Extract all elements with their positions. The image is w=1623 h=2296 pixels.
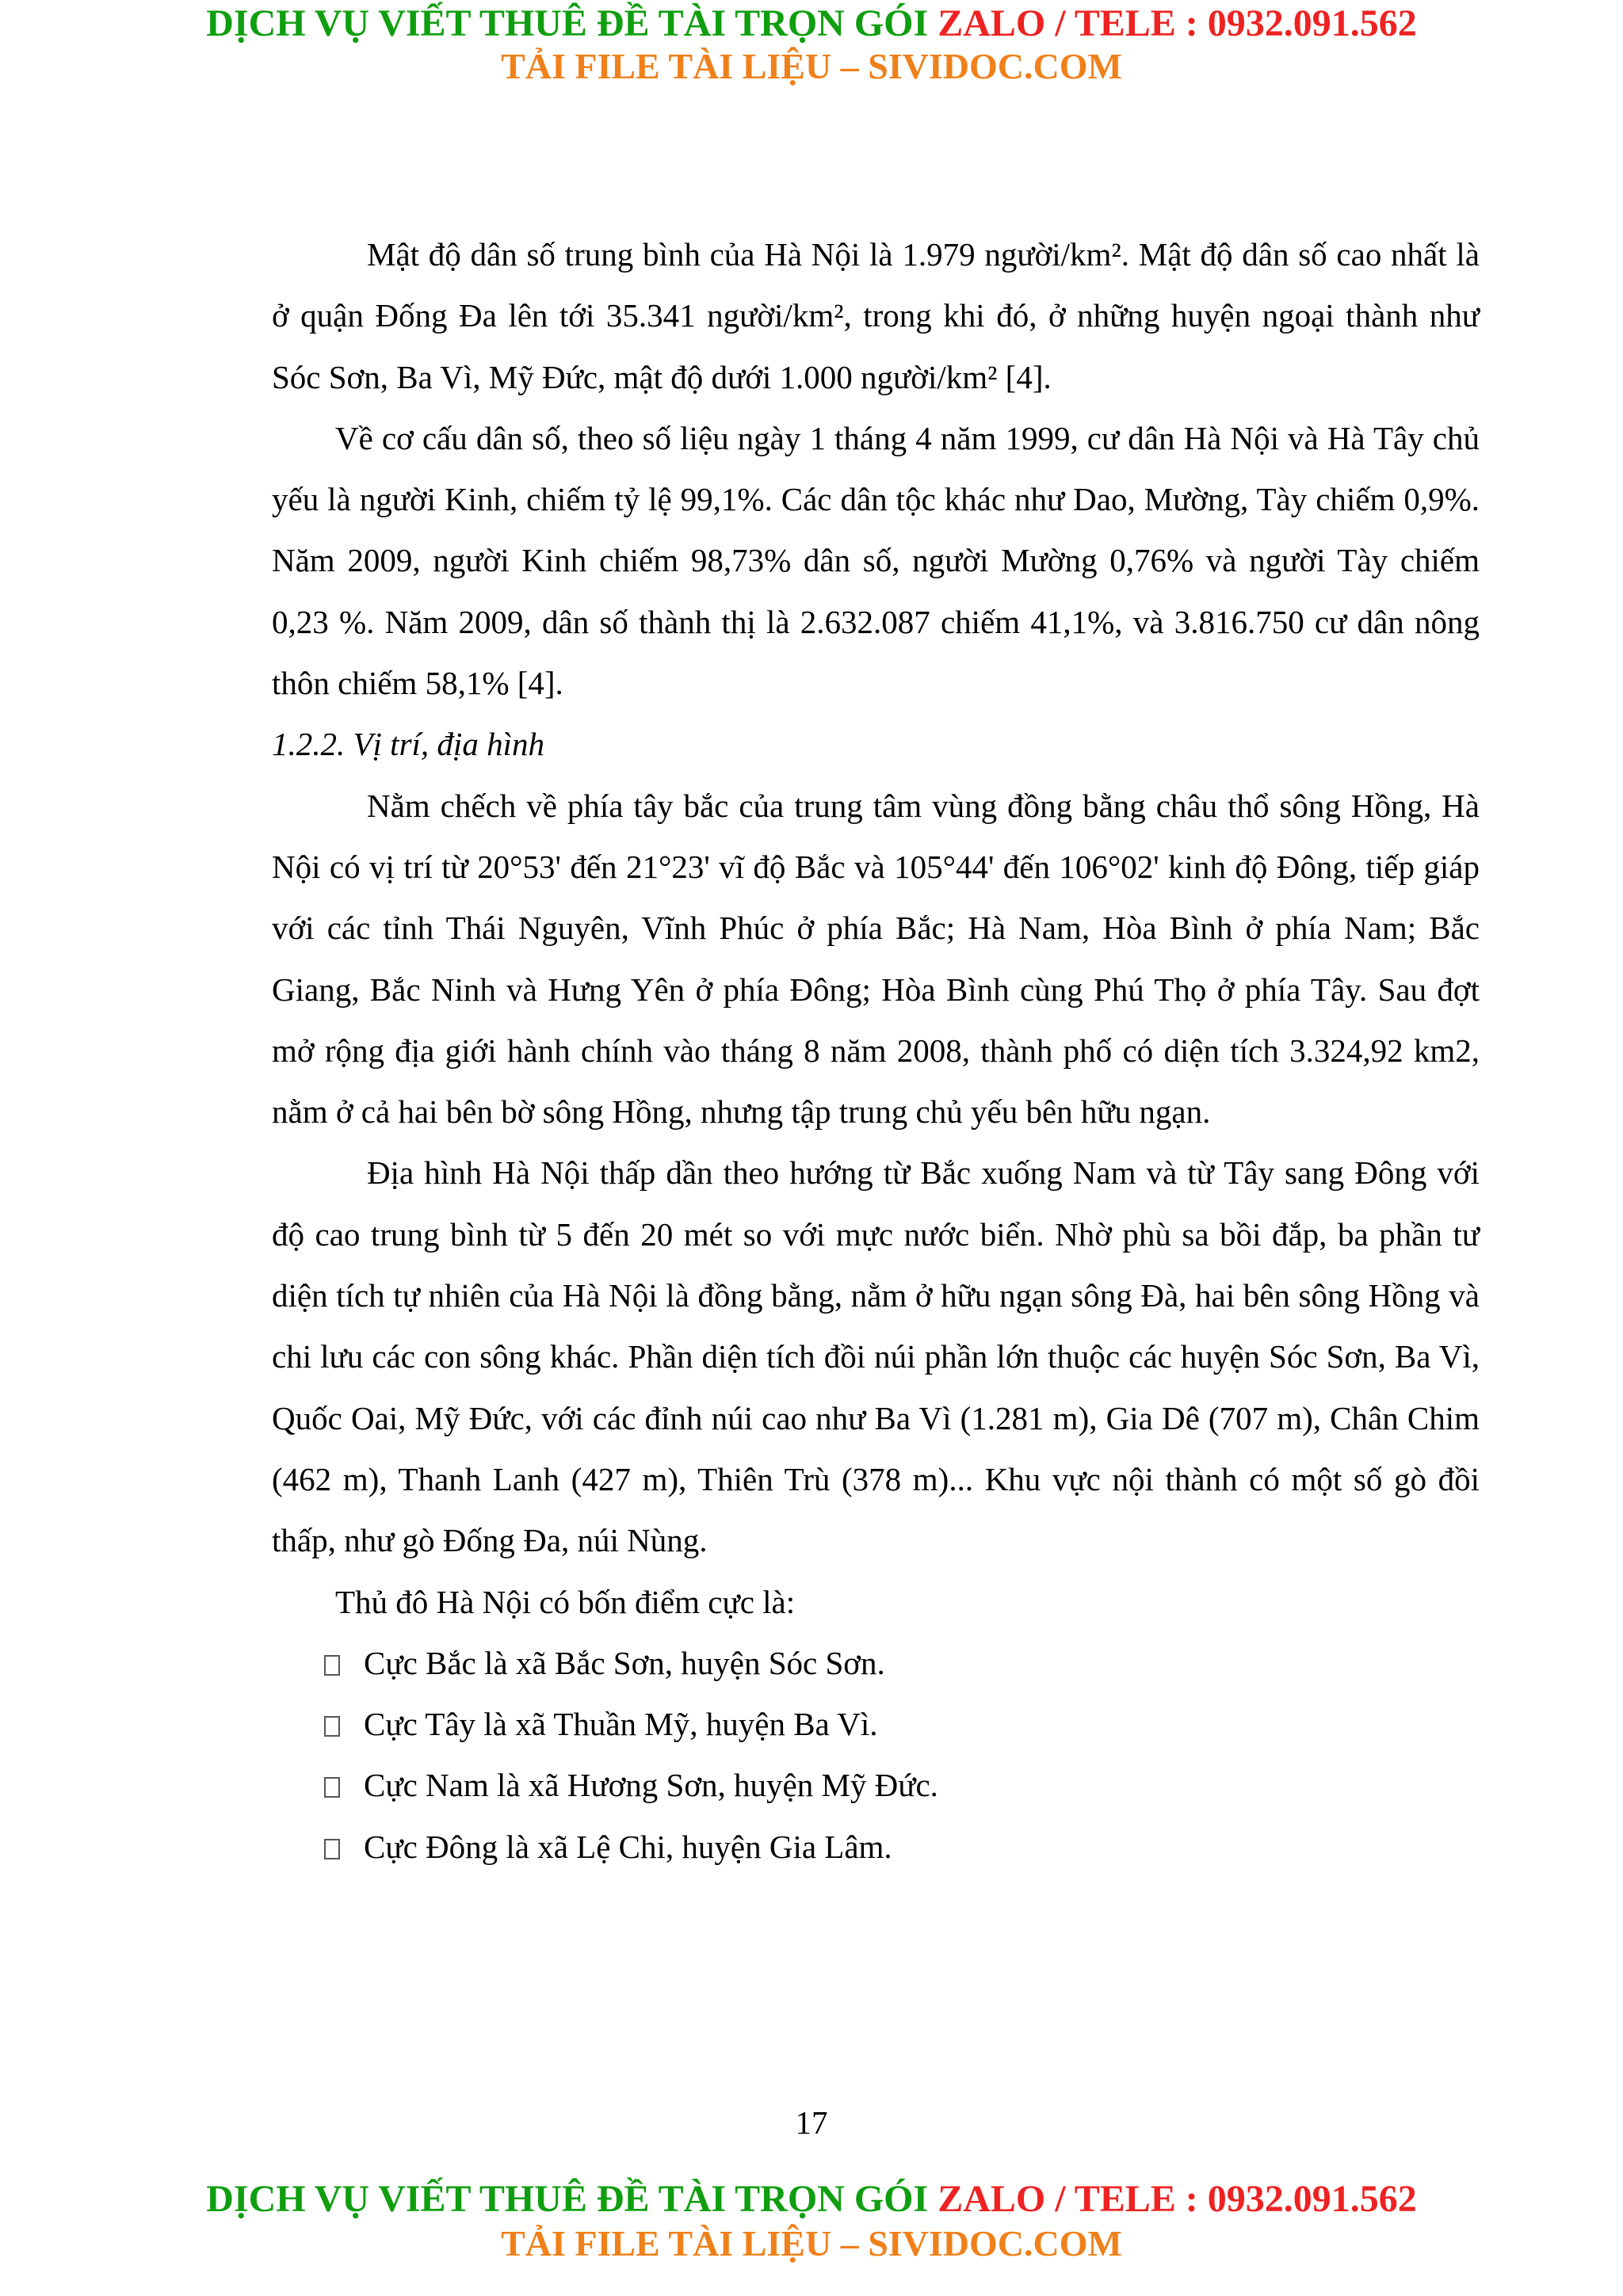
document-body	[272, 224, 1480, 1878]
footer-banner-line1	[0, 2177, 1623, 2222]
header-service-text: DỊCH VỤ VIẾT THUÊ ĐỀ TÀI TRỌN GÓI	[206, 2, 938, 44]
page-number: 17	[795, 2104, 828, 2141]
list-item	[324, 1817, 1480, 1878]
list-item-text: Cực Đông là xã Lệ Chi, huyện Gia Lâm.	[364, 1828, 892, 1865]
footer-service-text: DỊCH VỤ VIẾT THUÊ ĐỀ TÀI TRỌN GÓI	[206, 2178, 938, 2220]
footer-banner-line2	[0, 2222, 1623, 2266]
section-heading: 1.2.2. Vị trí, địa hình	[272, 726, 544, 763]
list-item-text: Cực Tây là xã Thuần Mỹ, huyện Ba Vì.	[364, 1706, 878, 1743]
list-item	[324, 1694, 1480, 1755]
bullet-box-icon	[324, 1716, 340, 1737]
paragraph-population-structure: Về cơ cấu dân số, theo số liệu ngày 1 tháng 4 năm 1999, cư dân Hà Nội và Hà Tây chủ yếu là người Kinh, chiếm tỷ lệ 99,1%. Các dân tộc khác như Dao, Mường, Tày chiếm 0,9%. Năm 2009, người Kinh chiếm 98,73% dân số, người Mường 0,76% và người Tày chiếm 0,23 %. Năm 2009, dân số thành thị là 2.632.087 chiếm 41,1%, và 3.816.750 cư dân nông thôn chiếm 58,1% [4].	[272, 419, 1480, 702]
footer-site-link[interactable]: SIVIDOC.COM	[868, 2223, 1122, 2264]
header-banner-line2	[0, 44, 1623, 89]
extreme-points-list	[272, 1633, 1480, 1878]
bullet-box-icon	[324, 1655, 340, 1676]
list-item-text: Cực Nam là xã Hương Sơn, huyện Mỹ Đức.	[364, 1767, 938, 1804]
list-item-text: Cực Bắc là xã Bắc Sơn, huyện Sóc Sơn.	[364, 1644, 885, 1681]
bullet-box-icon	[324, 1839, 340, 1859]
paragraph-location: Nằm chếch về phía tây bắc của trung tâm vùng đồng bằng châu thổ sông Hồng, Hà Nội có vị trí từ 20°53' đến 21°23' vĩ độ Bắc và 105°44' đến 106°02' kinh độ Đông, tiếp giáp với các tỉnh Thái Nguyên, Vĩnh Phúc ở phía Bắc; Hà Nam, Hòa Bình ở phía Nam; Bắc Giang, Bắc Ninh và Hưng Yên ở phía Đông; Hòa Bình cùng Phú Thọ ở phía Tây. Sau đợt mở rộng địa giới hành chính vào tháng 8 năm 2008, thành phố có diện tích 3.324,92 km2, nằm ở cả hai bên bờ sông Hồng, nhưng tập trung chủ yếu bên hữu ngạn.	[272, 787, 1480, 1131]
header-site-link[interactable]: SIVIDOC.COM	[868, 46, 1122, 86]
bullet-box-icon	[324, 1777, 340, 1798]
list-item	[324, 1755, 1480, 1816]
header-banner-line1	[0, 2, 1623, 46]
paragraph-population-density: Mật độ dân số trung bình của Hà Nội là 1.979 người/km². Mật độ dân số cao nhất là ở quận Đống Đa lên tới 35.341 người/km², trong khi đó, ở những huyện ngoại thành như Sóc Sơn, Ba Vì, Mỹ Đức, mật độ dưới 1.000 người/km² [4].	[272, 236, 1480, 395]
header-download-text: TẢI FILE TÀI LIỆU –	[501, 46, 869, 86]
paragraph-extreme-points-intro: Thủ đô Hà Nội có bốn điểm cực là:	[335, 1583, 796, 1620]
footer-contact-text: ZALO / TELE : 0932.091.562	[938, 2178, 1417, 2220]
footer-download-text: TẢI FILE TÀI LIỆU –	[501, 2223, 869, 2264]
header-contact-text: ZALO / TELE : 0932.091.562	[938, 2, 1417, 44]
list-item	[324, 1633, 1480, 1694]
paragraph-terrain: Địa hình Hà Nội thấp dần theo hướng từ Bắc xuống Nam và từ Tây sang Đông với độ cao trung bình từ 5 đến 20 mét so với mực nước biển. Nhờ phù sa bồi đắp, ba phần tư diện tích tự nhiên của Hà Nội là đồng bằng, nằm ở hữu ngạn sông Đà, hai bên sông Hồng và chi lưu các con sông khác. Phần diện tích đồi núi phần lớn thuộc các huyện Sóc Sơn, Ba Vì, Quốc Oai, Mỹ Đức, với các đỉnh núi cao như Ba Vì (1.281 m), Gia Dê (707 m), Chân Chim (462 m), Thanh Lanh (427 m), Thiên Trù (378 m)... Khu vực nội thành có một số gò đồi thấp, như gò Đống Đa, núi Nùng.	[272, 1154, 1480, 1559]
